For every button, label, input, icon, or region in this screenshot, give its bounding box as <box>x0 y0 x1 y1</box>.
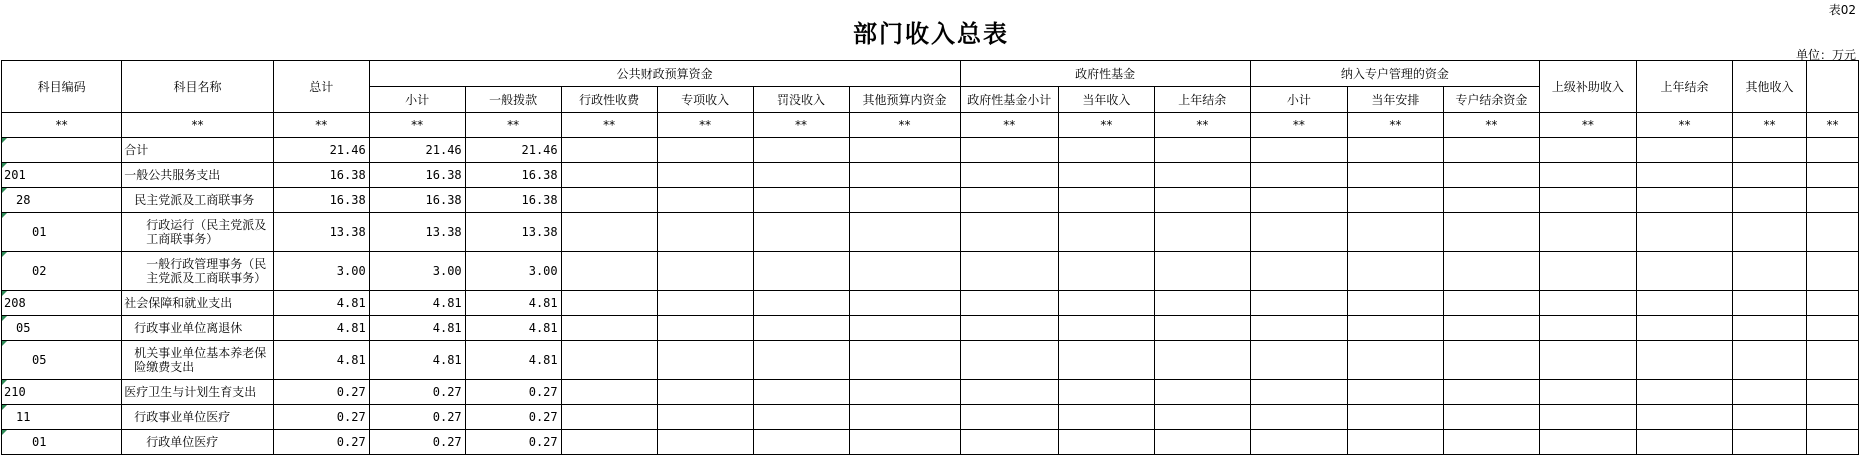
empty-cell[interactable] <box>1539 213 1636 252</box>
form-code: 表02 <box>1828 3 1856 17</box>
star-cell[interactable]: ** <box>960 113 1058 138</box>
cell-total[interactable]: 21.46 <box>273 138 369 163</box>
cell-code[interactable]: 28 <box>2 188 122 213</box>
cell-general[interactable]: 3.00 <box>465 252 561 291</box>
empty-cell[interactable] <box>1250 430 1347 455</box>
empty-cell[interactable] <box>753 405 849 430</box>
cell-name[interactable]: 一般公共服务支出 <box>122 163 273 188</box>
empty-cell[interactable] <box>960 252 1058 291</box>
table-row <box>2 405 1859 430</box>
empty-cell[interactable] <box>1539 380 1636 405</box>
empty-cell[interactable] <box>1806 188 1858 213</box>
empty-cell[interactable] <box>1806 341 1858 380</box>
empty-cell[interactable] <box>1539 405 1636 430</box>
header-total[interactable]: 总计 <box>273 61 369 113</box>
empty-cell[interactable] <box>1154 316 1250 341</box>
cell-code[interactable]: 01 <box>2 213 122 252</box>
empty-cell[interactable] <box>1347 430 1443 455</box>
cell-code[interactable]: 05 <box>2 341 122 380</box>
table-row <box>2 430 1859 455</box>
empty-cell[interactable] <box>1806 380 1858 405</box>
empty-cell[interactable] <box>561 430 657 455</box>
cell-subtotal[interactable]: 3.00 <box>369 252 465 291</box>
empty-cell[interactable] <box>1250 138 1347 163</box>
star-cell[interactable]: ** <box>1636 113 1732 138</box>
table-body <box>2 138 1859 455</box>
cell-code[interactable]: 210 <box>2 380 122 405</box>
cell-code[interactable] <box>2 138 122 163</box>
page-title: 部门收入总表 <box>853 20 1009 48</box>
cell-total[interactable]: 3.00 <box>273 252 369 291</box>
header-last-year-balance[interactable]: 上年结余 <box>1636 61 1732 113</box>
star-cell[interactable]: ** <box>849 113 960 138</box>
star-cell[interactable]: ** <box>1443 113 1539 138</box>
empty-cell[interactable] <box>1250 163 1347 188</box>
empty-cell[interactable] <box>849 291 960 316</box>
cell-total[interactable]: 4.81 <box>273 341 369 380</box>
cell-name[interactable]: 行政运行（民主党派及工商联事务） <box>122 213 273 252</box>
cell-total[interactable]: 0.27 <box>273 405 369 430</box>
empty-cell[interactable] <box>1732 188 1806 213</box>
table-row <box>2 291 1859 316</box>
header-pf-other[interactable]: 其他预算内资金 <box>849 87 960 113</box>
empty-cell[interactable] <box>960 291 1058 316</box>
empty-cell[interactable] <box>1347 252 1443 291</box>
empty-cell[interactable] <box>1443 252 1539 291</box>
star-cell[interactable]: ** <box>273 113 369 138</box>
cell-code[interactable]: 01 <box>2 430 122 455</box>
empty-cell[interactable] <box>1732 291 1806 316</box>
empty-cell[interactable] <box>1154 430 1250 455</box>
header-pf-penalty[interactable]: 罚没收入 <box>753 87 849 113</box>
header-name[interactable]: 科目名称 <box>122 61 273 113</box>
empty-cell[interactable] <box>657 341 753 380</box>
empty-cell[interactable] <box>1806 430 1858 455</box>
empty-cell[interactable] <box>1250 341 1347 380</box>
empty-cell[interactable] <box>1732 163 1806 188</box>
star-cell[interactable]: ** <box>1539 113 1636 138</box>
empty-cell[interactable] <box>1732 380 1806 405</box>
empty-cell[interactable] <box>1154 163 1250 188</box>
cell-subtotal[interactable]: 4.81 <box>369 316 465 341</box>
empty-cell[interactable] <box>960 163 1058 188</box>
star-cell[interactable]: ** <box>1250 113 1347 138</box>
table-row <box>2 213 1859 252</box>
cell-total[interactable]: 4.81 <box>273 316 369 341</box>
cell-total[interactable]: 0.27 <box>273 380 369 405</box>
header-pf-admin-fee[interactable]: 行政性收费 <box>561 87 657 113</box>
cell-general[interactable]: 16.38 <box>465 163 561 188</box>
empty-cell[interactable] <box>1250 213 1347 252</box>
header-other-income[interactable]: 其他收入 <box>1732 61 1806 113</box>
cell-general[interactable]: 21.46 <box>465 138 561 163</box>
cell-subtotal[interactable]: 0.27 <box>369 380 465 405</box>
empty-cell[interactable] <box>1154 405 1250 430</box>
cell-name[interactable]: 合计 <box>122 138 273 163</box>
empty-cell[interactable] <box>849 252 960 291</box>
empty-cell[interactable] <box>1058 341 1154 380</box>
empty-cell[interactable] <box>657 430 753 455</box>
empty-cell[interactable] <box>849 188 960 213</box>
empty-cell[interactable] <box>1806 316 1858 341</box>
cell-general[interactable]: 0.27 <box>465 380 561 405</box>
cell-general[interactable]: 16.38 <box>465 188 561 213</box>
empty-cell[interactable] <box>1443 163 1539 188</box>
empty-cell[interactable] <box>960 405 1058 430</box>
cell-name[interactable]: 行政事业单位医疗 <box>122 405 273 430</box>
empty-cell[interactable] <box>1443 341 1539 380</box>
empty-cell[interactable] <box>1443 430 1539 455</box>
empty-cell[interactable] <box>657 380 753 405</box>
empty-cell[interactable] <box>1539 138 1636 163</box>
star-cell[interactable]: ** <box>1058 113 1154 138</box>
empty-cell[interactable] <box>1058 291 1154 316</box>
empty-cell[interactable] <box>1154 291 1250 316</box>
header-sa-balance[interactable]: 专户结余资金 <box>1443 87 1539 113</box>
cell-subtotal[interactable]: 4.81 <box>369 341 465 380</box>
empty-cell[interactable] <box>753 252 849 291</box>
empty-cell[interactable] <box>657 188 753 213</box>
empty-cell[interactable] <box>1058 316 1154 341</box>
empty-cell[interactable] <box>1250 188 1347 213</box>
empty-cell[interactable] <box>753 316 849 341</box>
empty-cell[interactable] <box>1347 405 1443 430</box>
income-table <box>1 60 1859 455</box>
empty-cell[interactable] <box>753 430 849 455</box>
star-cell[interactable]: ** <box>1806 113 1858 138</box>
empty-cell[interactable] <box>1058 188 1154 213</box>
empty-cell[interactable] <box>1732 252 1806 291</box>
header-sa-current[interactable]: 当年安排 <box>1347 87 1443 113</box>
cell-subtotal[interactable]: 4.81 <box>369 291 465 316</box>
empty-cell[interactable] <box>1732 316 1806 341</box>
empty-cell[interactable] <box>1732 213 1806 252</box>
table-row <box>2 341 1859 380</box>
empty-cell[interactable] <box>1443 316 1539 341</box>
empty-cell[interactable] <box>1636 213 1732 252</box>
empty-cell[interactable] <box>561 252 657 291</box>
empty-cell[interactable] <box>849 405 960 430</box>
cell-general[interactable]: 0.27 <box>465 405 561 430</box>
table-row <box>2 316 1859 341</box>
empty-cell[interactable] <box>1443 138 1539 163</box>
empty-cell[interactable] <box>1636 380 1732 405</box>
cell-general[interactable]: 13.38 <box>465 213 561 252</box>
star-cell[interactable]: ** <box>465 113 561 138</box>
empty-cell[interactable] <box>561 188 657 213</box>
empty-cell[interactable] <box>1539 341 1636 380</box>
empty-cell[interactable] <box>960 316 1058 341</box>
empty-cell[interactable] <box>1250 405 1347 430</box>
empty-cell[interactable] <box>561 213 657 252</box>
empty-cell[interactable] <box>1154 380 1250 405</box>
empty-cell[interactable] <box>753 341 849 380</box>
empty-cell[interactable] <box>1250 252 1347 291</box>
empty-cell[interactable] <box>960 380 1058 405</box>
star-row <box>2 113 1859 138</box>
empty-cell[interactable] <box>1636 163 1732 188</box>
empty-cell[interactable] <box>657 291 753 316</box>
empty-cell[interactable] <box>753 213 849 252</box>
empty-cell[interactable] <box>657 163 753 188</box>
empty-cell[interactable] <box>1539 291 1636 316</box>
empty-cell[interactable] <box>561 380 657 405</box>
cell-subtotal[interactable]: 21.46 <box>369 138 465 163</box>
empty-cell[interactable] <box>1806 61 1858 113</box>
cell-code[interactable]: 208 <box>2 291 122 316</box>
empty-cell[interactable] <box>1636 291 1732 316</box>
empty-cell[interactable] <box>1347 138 1443 163</box>
header-pf-special-income[interactable]: 专项收入 <box>657 87 753 113</box>
cell-code[interactable]: 11 <box>2 405 122 430</box>
empty-cell[interactable] <box>1347 163 1443 188</box>
cell-total[interactable]: 0.27 <box>273 430 369 455</box>
cell-general[interactable]: 0.27 <box>465 430 561 455</box>
header-pf-subtotal[interactable]: 小计 <box>369 87 465 113</box>
star-cell[interactable]: ** <box>1347 113 1443 138</box>
cell-name[interactable]: 行政事业单位离退休 <box>122 316 273 341</box>
empty-cell[interactable] <box>657 213 753 252</box>
star-cell[interactable]: ** <box>1732 113 1806 138</box>
empty-cell[interactable] <box>657 316 753 341</box>
empty-cell[interactable] <box>1250 380 1347 405</box>
header-gov-fund[interactable]: 政府性基金 <box>960 61 1250 87</box>
empty-cell[interactable] <box>1636 430 1732 455</box>
empty-cell[interactable] <box>1732 138 1806 163</box>
cell-general[interactable]: 4.81 <box>465 316 561 341</box>
cell-subtotal[interactable]: 16.38 <box>369 163 465 188</box>
empty-cell[interactable] <box>657 252 753 291</box>
cell-general[interactable]: 4.81 <box>465 341 561 380</box>
empty-cell[interactable] <box>1347 316 1443 341</box>
empty-cell[interactable] <box>849 316 960 341</box>
empty-cell[interactable] <box>849 138 960 163</box>
empty-cell[interactable] <box>1058 380 1154 405</box>
empty-cell[interactable] <box>561 405 657 430</box>
empty-cell[interactable] <box>960 188 1058 213</box>
empty-cell[interactable] <box>1154 138 1250 163</box>
cell-code[interactable]: 05 <box>2 316 122 341</box>
header-gf-last[interactable]: 上年结余 <box>1154 87 1250 113</box>
empty-cell[interactable] <box>753 380 849 405</box>
header-gf-current[interactable]: 当年收入 <box>1058 87 1154 113</box>
header-special-account[interactable]: 纳入专户管理的资金 <box>1250 61 1539 87</box>
empty-cell[interactable] <box>1806 291 1858 316</box>
empty-cell[interactable] <box>960 138 1058 163</box>
empty-cell[interactable] <box>1806 213 1858 252</box>
empty-cell[interactable] <box>1806 163 1858 188</box>
cell-name[interactable]: 机关事业单位基本养老保险缴费支出 <box>122 341 273 380</box>
empty-cell[interactable] <box>849 213 960 252</box>
empty-cell[interactable] <box>1154 188 1250 213</box>
star-cell[interactable]: ** <box>561 113 657 138</box>
empty-cell[interactable] <box>849 380 960 405</box>
empty-cell[interactable] <box>1347 188 1443 213</box>
cell-total[interactable]: 16.38 <box>273 163 369 188</box>
empty-cell[interactable] <box>561 341 657 380</box>
empty-cell[interactable] <box>1347 213 1443 252</box>
empty-cell[interactable] <box>1443 188 1539 213</box>
table-row <box>2 163 1859 188</box>
cell-total[interactable]: 4.81 <box>273 291 369 316</box>
header-public-fund[interactable]: 公共财政预算资金 <box>369 61 960 87</box>
header-code[interactable]: 科目编码 <box>2 61 122 113</box>
empty-cell[interactable] <box>1732 405 1806 430</box>
empty-cell[interactable] <box>1636 405 1732 430</box>
header-upper-subsidy[interactable]: 上级补助收入 <box>1539 61 1636 113</box>
empty-cell[interactable] <box>561 138 657 163</box>
empty-cell[interactable] <box>1154 252 1250 291</box>
cell-subtotal[interactable]: 0.27 <box>369 430 465 455</box>
empty-cell[interactable] <box>1806 405 1858 430</box>
empty-cell[interactable] <box>960 213 1058 252</box>
empty-cell[interactable] <box>1058 430 1154 455</box>
star-cell[interactable]: ** <box>1154 113 1250 138</box>
table-row <box>2 138 1859 163</box>
empty-cell[interactable] <box>1539 316 1636 341</box>
empty-cell[interactable] <box>1636 188 1732 213</box>
empty-cell[interactable] <box>1636 341 1732 380</box>
empty-cell[interactable] <box>1443 291 1539 316</box>
cell-name[interactable]: 社会保障和就业支出 <box>122 291 273 316</box>
cell-general[interactable]: 4.81 <box>465 291 561 316</box>
header-pf-general[interactable]: 一般拨款 <box>465 87 561 113</box>
empty-cell[interactable] <box>1732 430 1806 455</box>
empty-cell[interactable] <box>1806 138 1858 163</box>
star-cell[interactable]: ** <box>753 113 849 138</box>
empty-cell[interactable] <box>1443 380 1539 405</box>
unit-label: 单位：万元 <box>1795 48 1856 62</box>
empty-cell[interactable] <box>657 405 753 430</box>
empty-cell[interactable] <box>1539 252 1636 291</box>
empty-cell[interactable] <box>1636 138 1732 163</box>
empty-cell[interactable] <box>1806 252 1858 291</box>
star-cell[interactable]: ** <box>657 113 753 138</box>
table-row <box>2 252 1859 291</box>
empty-cell[interactable] <box>753 188 849 213</box>
empty-cell[interactable] <box>561 163 657 188</box>
empty-cell[interactable] <box>849 341 960 380</box>
empty-cell[interactable] <box>1443 213 1539 252</box>
cell-total[interactable]: 13.38 <box>273 213 369 252</box>
cell-subtotal[interactable]: 16.38 <box>369 188 465 213</box>
cell-subtotal[interactable]: 0.27 <box>369 405 465 430</box>
empty-cell[interactable] <box>753 291 849 316</box>
cell-code[interactable]: 201 <box>2 163 122 188</box>
table-row <box>2 188 1859 213</box>
cell-code[interactable]: 02 <box>2 252 122 291</box>
header-sa-subtotal[interactable]: 小计 <box>1250 87 1347 113</box>
empty-cell[interactable] <box>561 316 657 341</box>
empty-cell[interactable] <box>1154 341 1250 380</box>
empty-cell[interactable] <box>1636 316 1732 341</box>
empty-cell[interactable] <box>1058 213 1154 252</box>
empty-cell[interactable] <box>849 430 960 455</box>
cell-name[interactable]: 行政单位医疗 <box>122 430 273 455</box>
empty-cell[interactable] <box>1347 291 1443 316</box>
empty-cell[interactable] <box>1347 380 1443 405</box>
cell-total[interactable]: 16.38 <box>273 188 369 213</box>
empty-cell[interactable] <box>1058 405 1154 430</box>
star-cell[interactable]: ** <box>122 113 273 138</box>
empty-cell[interactable] <box>753 138 849 163</box>
empty-cell[interactable] <box>657 138 753 163</box>
empty-cell[interactable] <box>1250 291 1347 316</box>
cell-subtotal[interactable]: 13.38 <box>369 213 465 252</box>
empty-cell[interactable] <box>561 291 657 316</box>
empty-cell[interactable] <box>1443 405 1539 430</box>
empty-cell[interactable] <box>1539 163 1636 188</box>
empty-cell[interactable] <box>1058 163 1154 188</box>
empty-cell[interactable] <box>753 163 849 188</box>
empty-cell[interactable] <box>1154 213 1250 252</box>
empty-cell[interactable] <box>1058 138 1154 163</box>
cell-name[interactable]: 医疗卫生与计划生育支出 <box>122 380 273 405</box>
star-cell[interactable]: ** <box>369 113 465 138</box>
empty-cell[interactable] <box>960 341 1058 380</box>
empty-cell[interactable] <box>1636 252 1732 291</box>
empty-cell[interactable] <box>1347 341 1443 380</box>
star-cell[interactable]: ** <box>2 113 122 138</box>
empty-cell[interactable] <box>1732 341 1806 380</box>
empty-cell[interactable] <box>1539 430 1636 455</box>
empty-cell[interactable] <box>1250 316 1347 341</box>
table-row <box>2 380 1859 405</box>
header-gf-subtotal[interactable]: 政府性基金小计 <box>960 87 1058 113</box>
empty-cell[interactable] <box>1058 252 1154 291</box>
empty-cell[interactable] <box>849 163 960 188</box>
cell-name[interactable]: 民主党派及工商联事务 <box>122 188 273 213</box>
empty-cell[interactable] <box>1539 188 1636 213</box>
cell-name[interactable]: 一般行政管理事务（民主党派及工商联事务） <box>122 252 273 291</box>
empty-cell[interactable] <box>960 430 1058 455</box>
